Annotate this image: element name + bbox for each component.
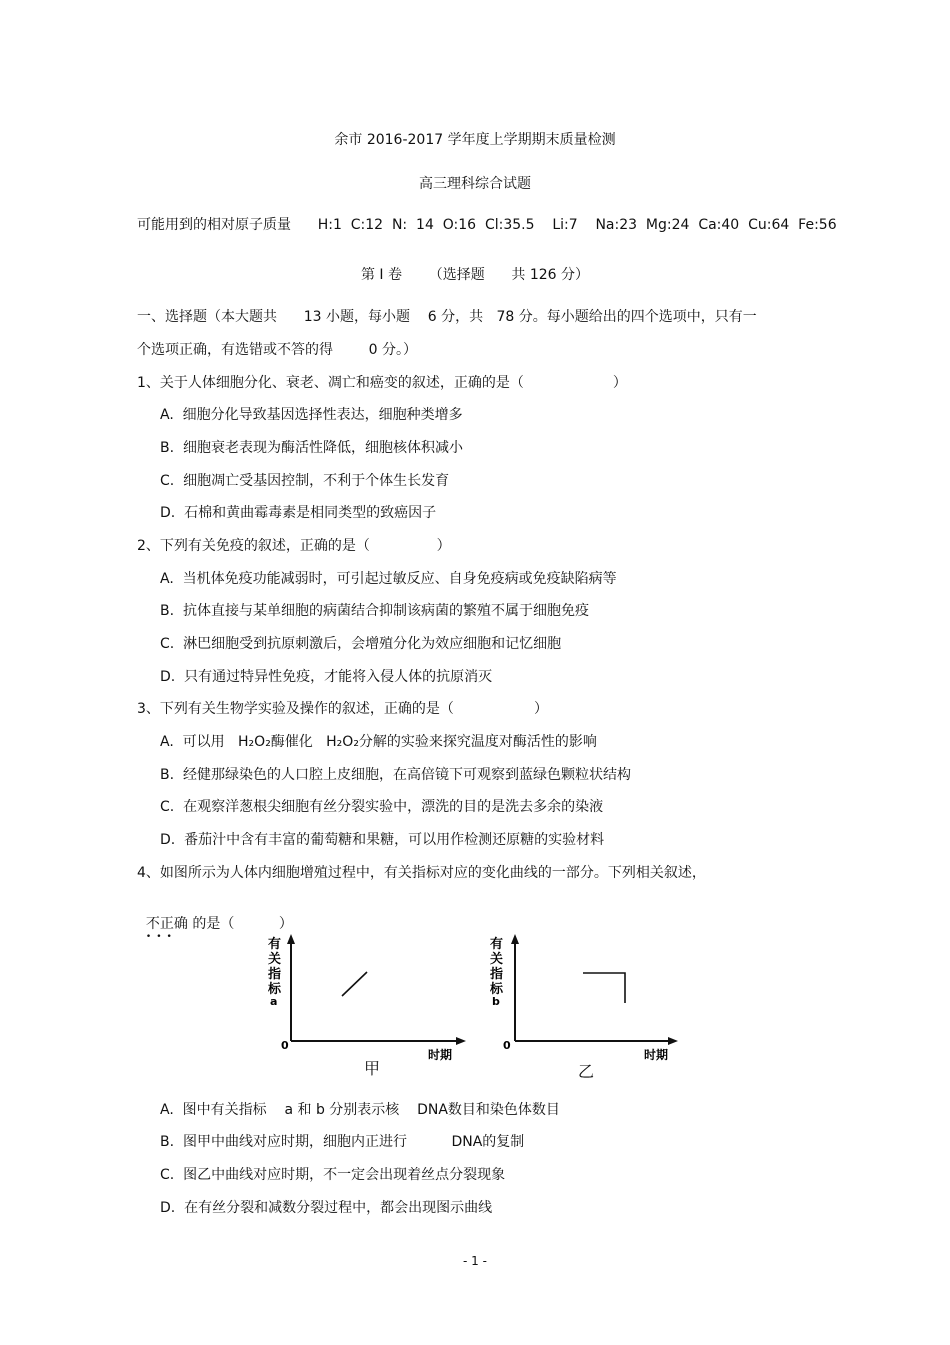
question-2-stem: 2、下列有关免疫的叙述，正确的是（ ） <box>137 538 451 554</box>
question-3-option-d: D. 番茄汁中含有丰富的葡萄糖和果糖，可以用作检测还原糖的实验材料 <box>160 832 605 848</box>
chart-yi <box>489 934 678 1062</box>
yi-curve <box>583 973 625 1003</box>
chart-jia <box>267 934 466 1062</box>
jia-xlabel: 时期 <box>428 1048 453 1062</box>
question-3-option-c: C. 在观察洋葱根尖细胞有丝分裂实验中，漂洗的目的是洗去多余的染液 <box>160 799 604 815</box>
question-1-stem: 1、关于人体细胞分化、衰老、凋亡和癌变的叙述，正确的是（ ） <box>137 375 627 391</box>
yi-origin: 0 <box>503 1039 511 1052</box>
caption-yi: 乙 <box>578 1062 595 1081</box>
atomic-masses: 可能用到的相对原子质量 H:1 C:12 N: 14 O:16 Cl:35.5 Li:7 Na:23 Mg:24 Ca:40 Cu:64 Fe:56 <box>137 217 837 233</box>
question-4-figure <box>0 930 950 1062</box>
question-4-option-d: D. 在有丝分裂和减数分裂过程中，都会出现图示曲线 <box>160 1200 493 1216</box>
question-3-option-a: A. 可以用 H₂O₂酶催化 H₂O₂分解的实验来探究温度对酶活性的影响 <box>160 734 597 750</box>
question-2-option-c: C. 淋巴细胞受到抗原刺激后，会增殖分化为效应细胞和记忆细胞 <box>160 636 562 652</box>
page-number: - 1 - <box>463 1254 487 1268</box>
question-1-option-d: D. 石棉和黄曲霉毒素是相同类型的致癌因子 <box>160 505 437 521</box>
yi-ylabel-1: 有 <box>490 937 504 952</box>
question-1-option-b: B. 细胞衰老表现为酶活性降低，细胞核体积减小 <box>160 440 463 456</box>
question-1-option-a: A. 细胞分化导致基因选择性表达，细胞种类增多 <box>160 407 463 423</box>
yi-ylabel-5: b <box>492 995 500 1008</box>
question-3-option-b: B. 经健那绿染色的人口腔上皮细胞，在高倍镜下可观察到蓝绿色颗粒状结构 <box>160 767 631 783</box>
jia-ylabel-1: 有 <box>268 937 282 952</box>
jia-ylabel-3: 指 <box>268 967 282 982</box>
jia-y-arrow <box>287 934 295 944</box>
yi-ylabel-3: 指 <box>490 967 504 982</box>
question-2-option-d: D. 只有通过特异性免疫，才能将入侵人体的抗原消灭 <box>160 669 493 685</box>
question-4-stem-continued: 不正确 ••• 的是（ ） <box>145 916 293 942</box>
question-4-option-b: B. 图甲中曲线对应时期，细胞内正进行 DNA的复制 <box>160 1134 525 1150</box>
question-1-option-c: C. 细胞凋亡受基因控制，不利于个体生长发育 <box>160 473 450 489</box>
yi-ylabel-2: 关 <box>490 952 504 967</box>
emphasis-dots: ••• <box>145 932 177 942</box>
question-4-stem: 4、如图所示为人体内细胞增殖过程中，有关指标对应的变化曲线的一部分。下列相关叙述， <box>137 865 706 881</box>
jia-ylabel-4: 标 <box>268 982 282 997</box>
jia-ylabel-5: a <box>270 995 278 1008</box>
yi-x-arrow <box>668 1037 678 1045</box>
jia-x-arrow <box>456 1037 466 1045</box>
emphasis-text: 不正确 ••• <box>145 916 188 942</box>
yi-y-arrow <box>511 934 519 944</box>
jia-ylabel-2: 关 <box>268 952 282 967</box>
question-2-option-a: A. 当机体免疫功能减弱时，可引起过敏反应、自身免疫病或免疫缺陷病等 <box>160 571 617 587</box>
exam-title: 余市 2016-2017 学年度上学期期末质量检测 <box>334 132 616 148</box>
caption-jia: 甲 <box>364 1059 381 1078</box>
yi-xlabel: 时期 <box>644 1048 669 1062</box>
section-intro-line1: 一、选择题（本大题共 13 小题，每小题 6 分，共 78 分。每小题给出的四个选项中，只有一 <box>137 309 757 325</box>
exam-subtitle: 高三理科综合试题 <box>419 176 531 192</box>
jia-curve <box>342 972 367 996</box>
section-intro-line2: 个选项正确，有选错或不答的得 0 分。） <box>137 342 417 358</box>
yi-ylabel-4: 标 <box>490 982 504 997</box>
jia-origin: 0 <box>281 1039 289 1052</box>
question-4-option-c: C. 图乙中曲线对应时期，不一定会出现着丝点分裂现象 <box>160 1167 506 1183</box>
question-4-option-a: A. 图中有关指标 a 和 b 分别表示核 DNA数目和染色体数目 <box>160 1102 560 1118</box>
question-3-stem: 3、下列有关生物学实验及操作的叙述，正确的是（ ） <box>137 701 549 717</box>
part-heading: 第 I 卷 （选择题 共 126 分） <box>360 267 590 283</box>
question-2-option-b: B. 抗体直接与某单细胞的病菌结合抑制该病菌的繁殖不属于细胞免疫 <box>160 603 589 619</box>
